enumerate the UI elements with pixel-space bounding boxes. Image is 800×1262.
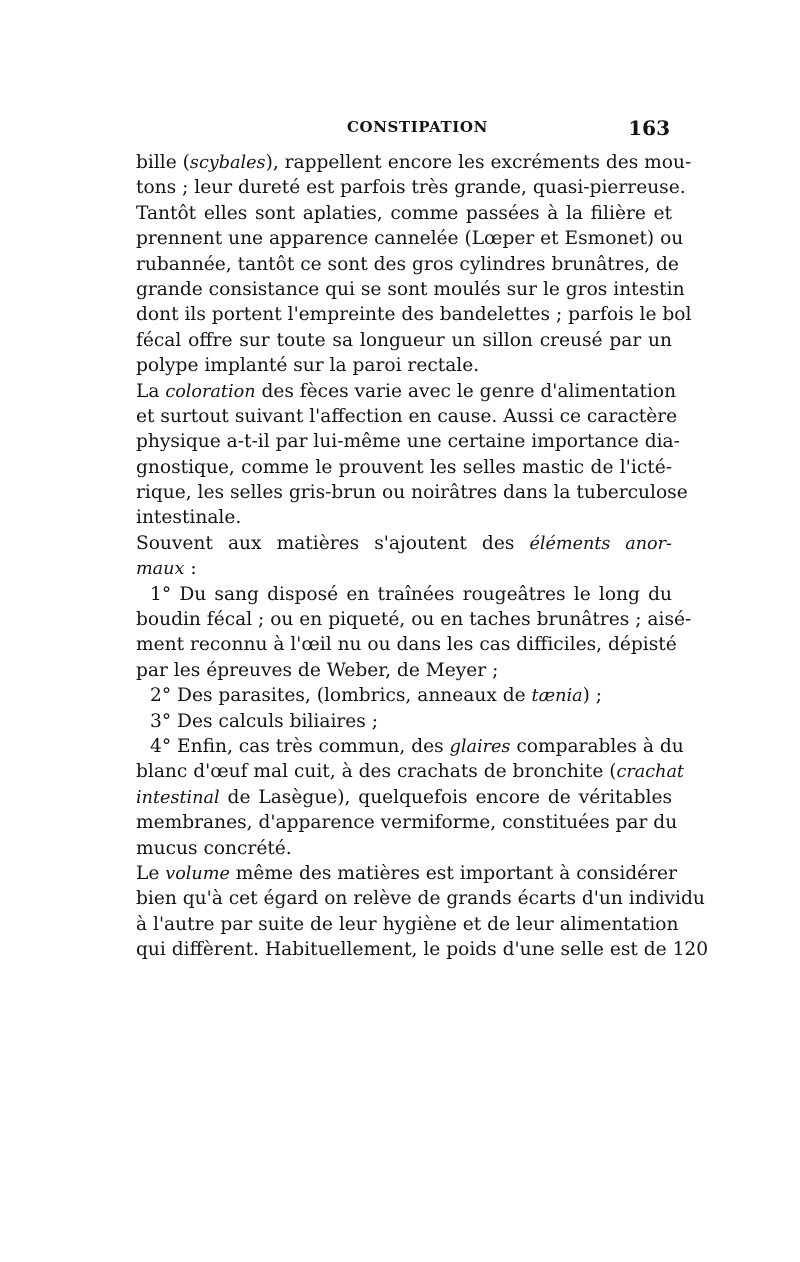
text-line: grande consistance qui se sont moulés sur le gros intestin (136, 278, 685, 300)
text-line: et surtout suivant l'affection en cause. Aussi ce caractère (136, 405, 678, 427)
text-line: Souvent aux matières s'ajoutent des éléments anor- (136, 532, 672, 554)
text-line: maux : (136, 558, 197, 580)
text-line: 1° Du sang disposé en traînées rougeâtres le long du (150, 583, 672, 605)
text-line: mucus concrété. (136, 837, 292, 859)
text-line: 2° Des parasites, (lombrics, anneaux de tænia) ; (150, 685, 603, 707)
body-text (136, 150, 709, 963)
running-head (0, 116, 800, 140)
text-line: fécal offre sur toute sa longueur un sillon creusé par un (136, 329, 672, 351)
running-title: CONSTIPATION (347, 118, 488, 136)
page-number: 163 (628, 116, 670, 140)
text-line: 4° Enfin, cas très commun, des glaires comparables à du (150, 735, 684, 757)
text-line: rique, les selles gris-brun ou noirâtres dans la tuberculose (136, 482, 688, 504)
text-line: boudin fécal ; ou en piqueté, ou en taches brunâtres ; aisé- (136, 609, 692, 631)
text-line: intestinal de Lasègue), quelquefois encore de véritables (136, 786, 672, 808)
text-line: blanc d'œuf mal cuit, à des crachats de bronchite (crachat (136, 761, 684, 783)
text-line: bille (scybales), rappellent encore les excréments des mou- (136, 152, 692, 173)
text-line: par les épreuves de Weber, de Meyer ; (136, 659, 499, 681)
text-line: 3° Des calculs biliaires ; (150, 710, 379, 732)
text-line: physique a-t-il par lui-même une certaine importance dia- (136, 431, 680, 453)
text-line: gnostique, comme le prouvent les selles mastic de l'icté- (136, 456, 672, 478)
text-line: rubannée, tantôt ce sont des gros cylindres brunâtres, de (136, 253, 679, 275)
text-line: Le volume même des matières est important à considérer (136, 862, 677, 884)
text-line: polype implanté sur la paroi rectale. (136, 355, 480, 377)
text-line: dont ils portent l'empreinte des bandelettes ; parfois le bol (136, 304, 692, 326)
text-line: bien qu'à cet égard on relève de grands écarts d'un individu (136, 888, 705, 910)
text-line: qui diffèrent. Habituellement, le poids d'une selle est de 120 (136, 939, 709, 961)
text-line: membranes, d'apparence vermiforme, constituées par du (136, 812, 678, 834)
text-line: tons ; leur dureté est parfois très grande, quasi-pierreuse. (136, 177, 686, 199)
text-line: à l'autre par suite de leur hygiène et de leur alimentation (136, 913, 679, 935)
text-line: ment reconnu à l'œil nu ou dans les cas difficiles, dépisté (136, 634, 677, 656)
text-line: La coloration des fèces varie avec le genre d'alimentation (136, 380, 677, 402)
text-line: prennent une apparence cannelée (Lœper et Esmonet) ou (136, 228, 684, 250)
text-line: intestinale. (136, 507, 242, 529)
text-line: Tantôt elles sont aplaties, comme passées à la filière et (136, 202, 672, 224)
